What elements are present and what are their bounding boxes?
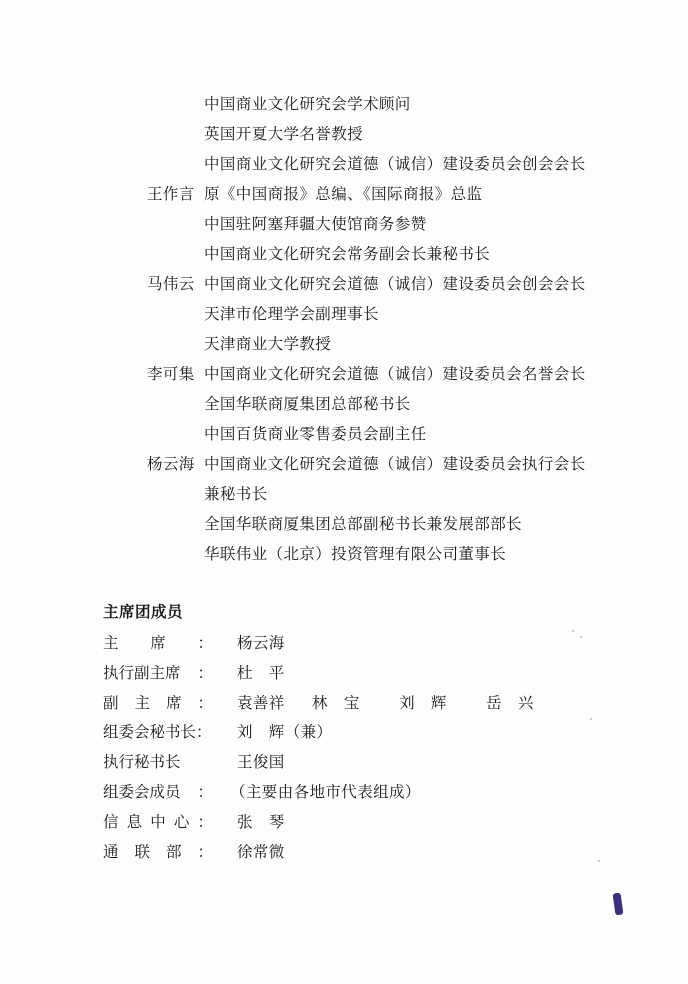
- label-char: 席: [165, 694, 182, 712]
- member-label: [103, 633, 213, 653]
- role-line: 中国百货商业零售委员会副主任: [204, 425, 427, 443]
- label-char: ：: [197, 694, 213, 712]
- scan-speckle: [598, 860, 600, 862]
- person-name: 杨云海: [147, 455, 195, 473]
- member-label: [103, 812, 213, 832]
- role-line: 天津商业大学教授: [204, 335, 332, 353]
- label-char: ：: [197, 843, 213, 861]
- role-line: 华联伟业（北京）投资管理有限公司董事长: [204, 545, 507, 563]
- member-value: 刘 辉: [399, 694, 447, 712]
- role-line: 中国商业文化研究会道德（诚信）建设委员会名誉会长: [204, 365, 586, 383]
- member-value: 徐常微: [237, 843, 285, 861]
- label-char: ：: [197, 813, 213, 831]
- person-name: 王作言: [147, 185, 195, 203]
- label-char: 副: [103, 694, 119, 712]
- label-char: 信: [103, 813, 119, 831]
- role-line: 中国驻阿塞拜疆大使馆商务参赞: [204, 215, 427, 233]
- role-line: 全国华联商厦集团总部副秘书长兼发展部部长: [204, 515, 523, 533]
- member-value: 王俊国: [237, 753, 285, 771]
- member-label: 组委会秘书长：: [103, 723, 212, 741]
- role-line: 兼秘书长: [204, 485, 268, 503]
- scan-speckle: [572, 630, 574, 632]
- role-line: 中国商业文化研究会道德（诚信）建设委员会创会会长: [204, 155, 586, 173]
- member-value: 张 琴: [237, 813, 285, 831]
- member-label: 执行秘书长: [103, 753, 181, 771]
- label-char: 通: [103, 843, 119, 861]
- label-char: 部: [165, 843, 182, 861]
- person-name: 马伟云: [147, 275, 195, 293]
- role-line: 天津市伦理学会副理事长: [204, 305, 379, 323]
- role-line: 原《中国商报》总编、《国际商报》总监: [204, 185, 483, 203]
- member-value: 杨云海: [237, 634, 285, 652]
- label-char: 息: [126, 813, 143, 831]
- role-line: 中国商业文化研究会学术顾问: [204, 95, 411, 113]
- label-char: ：: [197, 664, 213, 682]
- scan-speckle: [590, 718, 592, 720]
- label-char: 中: [150, 813, 166, 831]
- role-line: 中国商业文化研究会道德（诚信）建设委员会创会会长: [204, 275, 586, 293]
- label-char: ：: [197, 634, 213, 652]
- member-label: [103, 782, 213, 802]
- label-char: 席: [150, 634, 166, 652]
- person-name: 李可集: [147, 365, 195, 383]
- role-line: 全国华联商厦集团总部秘书长: [204, 395, 411, 413]
- ink-mark: [613, 893, 624, 916]
- presidium-heading: 主席团成员: [103, 602, 184, 621]
- vice-chair-names: [237, 693, 556, 713]
- scan-speckle: [580, 636, 582, 638]
- member-value: 袁善祥: [237, 694, 285, 712]
- role-line: 中国商业文化研究会道德（诚信）建设委员会执行会长: [204, 455, 586, 473]
- label-char: 主: [103, 634, 119, 652]
- member-value: 林 宝: [312, 694, 360, 712]
- member-value: 岳 兴: [486, 694, 534, 712]
- label-char: 联: [134, 843, 150, 861]
- role-line: 英国开夏大学名誉教授: [204, 125, 364, 143]
- member-label: [103, 842, 213, 862]
- label-char: 主: [134, 694, 150, 712]
- member-label: [103, 693, 213, 713]
- member-value: 刘 辉（兼）: [237, 723, 333, 741]
- member-value: 杜 平: [237, 664, 285, 682]
- role-line: 中国商业文化研究会常务副会长兼秘书长: [204, 245, 491, 263]
- label-char: ：: [197, 783, 213, 801]
- label-char: 心: [173, 813, 190, 831]
- label-char: 执行副主席: [103, 664, 181, 682]
- member-label: [103, 663, 213, 683]
- label-char: 组委会成员: [103, 783, 181, 801]
- member-value: （主要由各地市代表组成）: [230, 783, 421, 801]
